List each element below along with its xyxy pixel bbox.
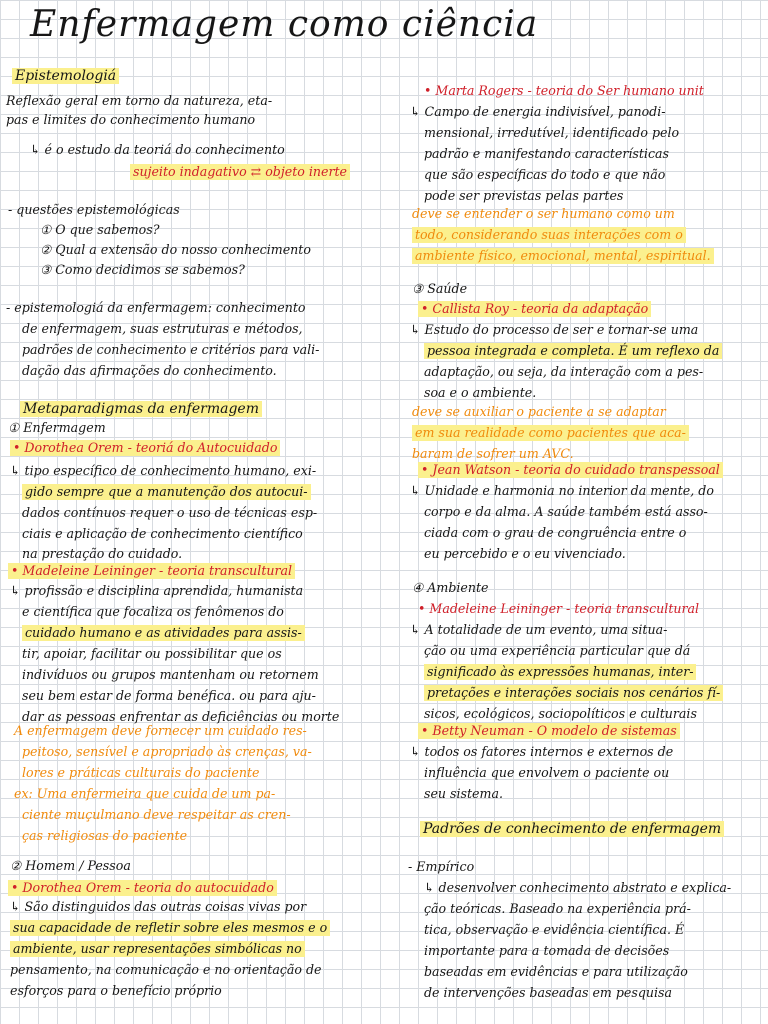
left-note-line: tir, apoiar, facilitar ou possibilitar que os [22,646,282,661]
right-note-line: ciada com o grau de congruência entre o [424,525,687,540]
left-note-line: pensamento, na comunicação e no orientação de [10,962,322,977]
right-note-line: ção teóricas. Baseado na experiência prá- [424,901,691,916]
right-note-line: que são específicas do todo e que não [424,167,666,182]
right-note-line: significado às expressões humanas, inter- [424,664,696,680]
right-note-line: sicos, ecológicos, sociopolíticos e culturais [424,706,697,721]
right-note-line: • Marta Rogers - teoria do Ser humano unit [424,83,704,98]
left-note-line: • Dorothea Orem - teoria do autocuidado [8,880,277,896]
right-note-line: ↳ Estudo do processo de ser e tornar-se uma [410,322,699,337]
right-note-line: ↳ todos os fatores internos e externos de [410,744,674,759]
right-note-line: baram de sofrer um AVC. [412,446,574,461]
right-note-line: • Callista Roy - teoria da adaptação [418,301,651,317]
right-note-line: todo, considerando suas interações com o [412,227,686,243]
left-note-line: peitoso, sensível e apropriado às crenças, va- [22,744,312,759]
right-note-line: ③ Saúde [412,281,468,296]
left-note-line: cuidado humano e as atividades para assis- [22,625,305,641]
left-note-line: seu bem estar de forma benéfica. ou para aju- [22,688,316,703]
right-note-line: baseadas em evidências e para utilização [424,964,688,979]
left-note-line: indivíduos ou grupos mantenham ou retornem [22,667,319,682]
left-note-line: Epistemologiá [12,68,119,84]
right-note-line: ↳ Campo de energia indivisível, panodi- [410,104,666,119]
right-note-line: • Madeleine Leininger - teoria transcultural [418,601,700,616]
right-note-line: ambiente físico, emocional, mental, espiritual. [412,248,714,264]
right-note-line: mensional, irredutível, identificado pelo [424,125,680,140]
page-title: Enfermagem como ciência [30,4,539,45]
left-note-line: ② Qual a extensão do nosso conhecimento [40,242,311,257]
right-note-line: importante para a tomada de decisões [424,943,670,958]
left-note-line: dação das afirmações do conhecimento. [22,363,277,378]
right-note-line: influência que envolvem o paciente ou [424,765,670,780]
right-note-line: eu percebido e o eu vivenciado. [424,546,626,561]
right-note-line: de intervenções baseadas em pesquisa [424,985,673,1000]
left-note-line: ciente muçulmano deve respeitar as cren- [22,807,291,822]
right-note-line: tica, observação e evidência científica. É [424,922,685,937]
right-note-line: ④ Ambiente [412,580,489,595]
right-note-line: pessoa integrada e completa. É um reflexo da [424,343,722,359]
right-note-line: - Empírico [408,859,475,874]
right-note-line: ção ou uma experiência particular que dá [424,643,691,658]
left-note-line: sua capacidade de refletir sobre eles mesmos e o [10,920,330,936]
left-note-line: ças religiosas do paciente [22,828,188,843]
left-note-line: ↳ é o estudo da teoriá do conhecimento [30,142,285,157]
left-note-line: Metaparadigmas da enfermagem [20,401,262,417]
left-note-line: padrões de conhecimento e critérios para vali- [22,342,320,357]
left-note-line: dados contínuos requer o uso de técnicas esp- [22,505,318,520]
right-note-line: deve se auxiliar o paciente a se adaptar [412,404,666,419]
left-note-line: gido sempre que a manutenção dos autocui- [22,484,311,500]
left-note-line: ① Enfermagem [8,420,106,435]
right-note-line: deve se entender o ser humano como um [412,206,675,221]
left-note-line: A enfermagem deve fornecer um cuidado res- [14,723,307,738]
left-note-line: ↳ profissão e disciplina aprendida, humanista [10,583,304,598]
left-note-line: • Madeleine Leininger - teoria transcultural [8,563,295,579]
right-note-line: em sua realidade como pacientes que aca- [412,425,689,441]
right-note-line: adaptação, ou seja, da interação com a pes- [424,364,704,379]
right-note-line: pretações e interações sociais nos cenários fí- [424,685,723,701]
right-note-line: ↳ desenvolver conhecimento abstrato e explica- [424,880,732,895]
right-note-line: ↳ A totalidade de um evento, uma situa- [410,622,668,637]
left-note-line: ① O que sabemos? [40,222,160,237]
right-note-line: • Jean Watson - teoria do cuidado transpessoal [418,462,723,478]
right-note-line: Padrões de conhecimento de enfermagem [420,821,724,837]
left-note-line: Reflexão geral em torno da natureza, eta- [6,93,273,108]
left-note-line: sujeito indagativo ⇄ objeto inerte [130,164,350,180]
left-note-line: ↳ São distinguidos das outras coisas vivas por [10,899,307,914]
left-note-line: de enfermagem, suas estruturas e métodos, [22,321,303,336]
left-note-line: • Dorothea Orem - teoriá do Autocuidado [10,440,280,456]
right-note-line: ↳ Unidade e harmonia no interior da mente, do [410,483,714,498]
left-note-line: - epistemologiá da enfermagem: conhecimento [6,300,306,315]
left-note-line: ex: Uma enfermeira que cuida de um pa- [14,786,276,801]
left-note-line: ② Homem / Pessoa [10,858,131,873]
left-note-line: pas e limites do conhecimento humano [6,112,256,127]
right-note-line: • Betty Neuman - O modelo de sistemas [418,723,680,739]
right-note-line: seu sistema. [424,786,503,801]
left-note-line: na prestação do cuidado. [22,546,183,561]
left-note-line: lores e práticas culturais do paciente [22,765,260,780]
left-note-line: ciais e aplicação de conhecimento científico [22,526,303,541]
right-note-line: soa e o ambiente. [424,385,537,400]
left-note-line: ③ Como decidimos se sabemos? [40,262,245,277]
left-note-line: e científica que focaliza os fenômenos do [22,604,284,619]
right-note-line: corpo e da alma. A saúde também está asso- [424,504,708,519]
left-note-line: - questões epistemológicas [8,202,180,217]
left-note-line: ambiente, usar representações simbólicas no [10,941,305,957]
right-note-line: padrão e manifestando características [424,146,669,161]
left-note-line: ↳ tipo específico de conhecimento humano, exi- [10,463,317,478]
left-note-line: esforços para o benefício próprio [10,983,222,998]
left-note-line: dar as pessoas enfrentar as deficiências ou morte [22,709,340,724]
right-note-line: pode ser previstas pelas partes [424,188,624,203]
